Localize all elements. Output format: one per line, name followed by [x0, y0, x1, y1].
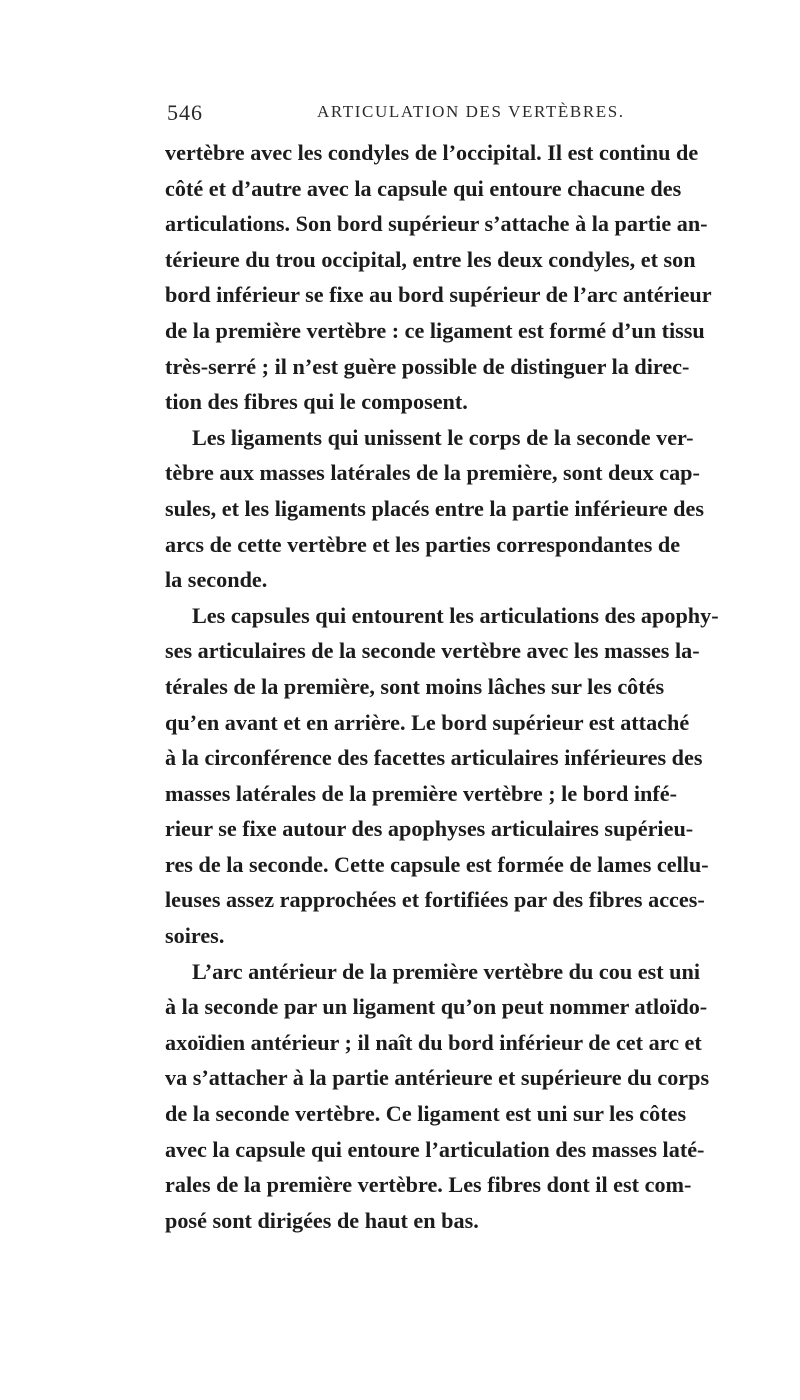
paragraph-4: [165, 954, 710, 1239]
paragraph-1: [165, 135, 712, 420]
text-line: de la seconde vertèbre. Ce ligament est uni sur les côtes: [165, 1101, 687, 1127]
text-line: res de la seconde. Cette capsule est formée de lames cellu-: [165, 851, 709, 877]
text-line: axoïdien antérieur ; il naît du bord inférieur de cet arc et: [165, 1029, 702, 1055]
text-line: rieur se fixe autour des apophyses articulaires supérieu-: [165, 816, 694, 842]
running-head: [167, 100, 627, 130]
text-line: rales de la première vertèbre. Les fibres dont il est com-: [165, 1172, 692, 1198]
text-line: articulations. Son bord supérieur s’attache à la partie an-: [165, 211, 708, 237]
text-line: très-serré ; il n’est guère possible de distinguer la direc-: [165, 353, 690, 379]
paragraph-2: [165, 420, 704, 598]
text-line: à la seconde par un ligament qu’on peut nommer atloïdo-: [165, 994, 708, 1020]
text-line: de la première vertèbre : ce ligament est formé d’un tissu: [165, 317, 705, 343]
text-line: leuses assez rapprochées et fortifiées par des fibres acces-: [165, 887, 705, 913]
text-line: masses latérales de la première vertèbre ; le bord infé-: [165, 780, 678, 806]
text-line: vertèbre avec les condyles de l’occipital. Il est continu de: [165, 140, 699, 165]
text-line: à la circonférence des facettes articulaires inférieures des: [165, 745, 703, 771]
text-line: sules, et les ligaments placés entre la partie inférieure des: [165, 495, 704, 521]
body-text: [165, 135, 719, 1238]
text-line: térieure du trou occipital, entre les deux condyles, et son: [165, 246, 696, 272]
text-line: tion des fibres qui le composent.: [165, 389, 468, 415]
text-line: tèbre aux masses latérales de la première, sont deux cap-: [165, 460, 700, 486]
text-line: Les ligaments qui unissent le corps de la seconde ver-: [192, 424, 694, 450]
text-line: côté et d’autre avec la capsule qui entoure chacune des: [165, 175, 682, 201]
text-line: bord inférieur se fixe au bord supérieur de l’arc antérieur: [165, 282, 712, 308]
text-line: avec la capsule qui entoure l’articulation des masses laté-: [165, 1136, 705, 1162]
text-line: posé sont dirigées de haut en bas.: [165, 1207, 479, 1233]
text-line: Les capsules qui entourent les articulations des apophy-: [192, 602, 719, 628]
text-line: arcs de cette vertèbre et les parties correspondantes de: [165, 531, 681, 557]
text-line: la seconde.: [165, 567, 268, 593]
text-line: soires.: [165, 923, 225, 949]
text-line: va s’attacher à la partie antérieure et supérieure du corps: [165, 1065, 710, 1091]
text-line: ses articulaires de la seconde vertèbre avec les masses la-: [165, 638, 700, 664]
text-line: qu’en avant et en arrière. Le bord supérieur est attaché: [165, 709, 690, 735]
page-number: 546: [167, 100, 203, 125]
text-line: térales de la première, sont moins lâches sur les côtés: [165, 673, 665, 699]
text-line: L’arc antérieur de la première vertèbre du cou est uni: [192, 958, 700, 984]
paragraph-3: [165, 598, 719, 954]
running-title: ARTICULATION DES VERTÈBRES.: [317, 102, 625, 121]
